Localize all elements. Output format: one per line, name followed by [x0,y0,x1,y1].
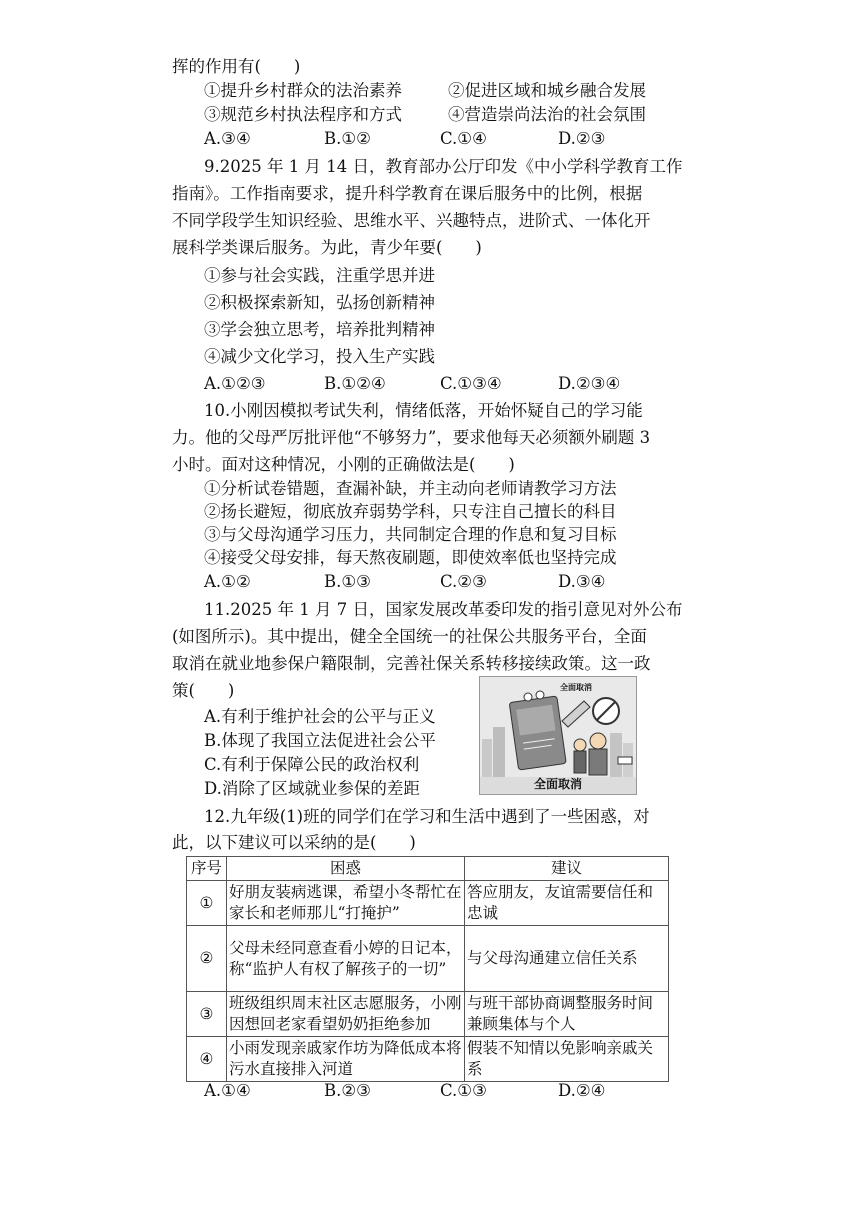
row-advice: 与父母沟通建立信任关系 [465,926,669,992]
q11-figure-caption: 全面取消 [533,777,582,791]
table-row [187,1037,669,1082]
q9-item-2: ②积极探索新知，弘扬创新精神 [204,293,435,312]
q9-stem-line2: 指南》。工作指南要求，提升科学教育在课后服务中的比例，根据 [172,184,643,203]
q10-stem-line1: 10.小刚因模拟考试失利，情绪低落，开始怀疑自己的学习能 [204,401,643,420]
q11-figure-tag: 全面取消 [560,683,592,692]
q11-choice-b: B.体现了我国立法促进社会公平 [204,731,436,750]
q9-stem-line1: 9.2025 年 1 月 14 日，教育部办公厅印发《中小学科学教育工作 [204,157,683,176]
q9-stem-line4: 展科学类课后服务。为此，青少年要( ) [172,238,482,257]
row-advice: 与班干部协商调整服务时间兼顾集体与个人 [465,992,669,1037]
q8-option-2: ②促进区域和城乡融合发展 [448,81,646,100]
q11-stem-line1: 11.2025 年 1 月 7 日，国家发展改革委印发的指引意见对外公布 [204,600,683,619]
col-header-advice: 建议 [465,857,669,881]
q9-choice-a: A.①②③ [204,374,266,393]
q12-choice-c: C.①③ [440,1081,487,1100]
row-no: ③ [187,992,227,1037]
row-issue: 班级组织周末社区志愿服务，小刚因想回老家看望奶奶拒绝参加 [227,992,465,1037]
q11-stem-line2: (如图所示)。其中提出，健全全国统一的社保公共服务平台，全面 [172,627,647,646]
q11-choice-d: D.消除了区域就业参保的差距 [204,779,420,798]
q9-choice-b: B.①②④ [324,374,386,393]
q9-choice-c: C.①③④ [440,374,502,393]
q9-item-3: ③学会独立思考，培养批判精神 [204,320,435,339]
row-advice: 假装不知情以免影响亲戚关系 [465,1037,669,1082]
q10-item-2: ②扬长避短，彻底放弃弱势学科，只专注自己擅长的科目 [204,502,617,521]
q12-stem-line1: 12.九年级(1)班的同学们在学习和生活中遇到了一些困惑，对 [204,807,650,826]
row-advice: 答应朋友，友谊需要信任和忠诚 [465,881,669,926]
row-no: ② [187,926,227,992]
q10-choice-a: A.①② [204,572,251,591]
q8-choice-b: B.①② [324,129,371,148]
q11-stem-line4: 策( ) [172,681,235,700]
col-header-issue: 困惑 [227,857,465,881]
q8-choice-d: D.②③ [558,129,606,148]
q10-stem-line2: 力。他的父母严厉批评他“不够努力”，要求他每天必须额外刷题 3 [172,428,651,447]
q10-item-1: ①分析试卷错题，查漏补缺，并主动向老师请教学习方法 [204,479,617,498]
row-no: ① [187,881,227,926]
row-issue: 小雨发现亲戚家作坊为降低成本将污水直接排入河道 [227,1037,465,1082]
q10-choice-d: D.③④ [558,572,606,591]
q10-choice-c: C.②③ [440,572,487,591]
row-no: ④ [187,1037,227,1082]
q9-item-1: ①参与社会实践，注重学思并进 [204,266,435,285]
q10-stem-line3: 小时。面对这种情况，小刚的正确做法是( ) [172,455,515,474]
q11-figure [479,676,637,795]
q10-choice-b: B.①③ [324,572,371,591]
q8-option-1: ①提升乡村群众的法治素养 [204,81,402,100]
row-issue: 好朋友装病逃课，希望小冬帮忙在家长和老师那儿“打掩护” [227,881,465,926]
q8-option-3: ③规范乡村执法程序和方式 [204,105,402,124]
q12-table [186,856,669,1082]
q9-choice-d: D.②③④ [558,374,621,393]
table-row [187,992,669,1037]
table-row [187,926,669,992]
q12-choice-d: D.②④ [558,1081,606,1100]
q10-item-3: ③与父母沟通学习压力，共同制定合理的作息和复习目标 [204,525,617,544]
q12-choice-a: A.①④ [204,1081,251,1100]
row-issue: 父母未经同意查看小婷的日记本，称“监护人有权了解孩子的一切” [227,926,465,992]
q12-choice-b: B.②③ [324,1081,371,1100]
q8-choice-a: A.③④ [204,129,251,148]
q8-stem-tail: 挥的作用有( ) [172,57,301,76]
q9-stem-line3: 不同学段学生知识经验、思维水平、兴趣特点，进阶式、一体化开 [172,211,651,230]
table-header-row [187,857,669,881]
q11-choice-c: C.有利于保障公民的政治权利 [204,755,420,774]
q8-option-4: ④营造崇尚法治的社会氛围 [448,105,646,124]
q12-stem-line2: 此，以下建议可以采纳的是( ) [172,833,416,852]
q11-stem-line3: 取消在就业地参保户籍限制，完善社保关系转移接续政策。这一政 [172,654,651,673]
q10-item-4: ④接受父母安排，每天熬夜刷题，即使效率低也坚持完成 [204,548,617,567]
table-row [187,881,669,926]
q11-choice-a: A.有利于维护社会的公平与正义 [204,707,436,726]
col-header-no: 序号 [187,857,227,881]
q9-item-4: ④减少文化学习，投入生产实践 [204,347,435,366]
q8-choice-c: C.①④ [440,129,487,148]
